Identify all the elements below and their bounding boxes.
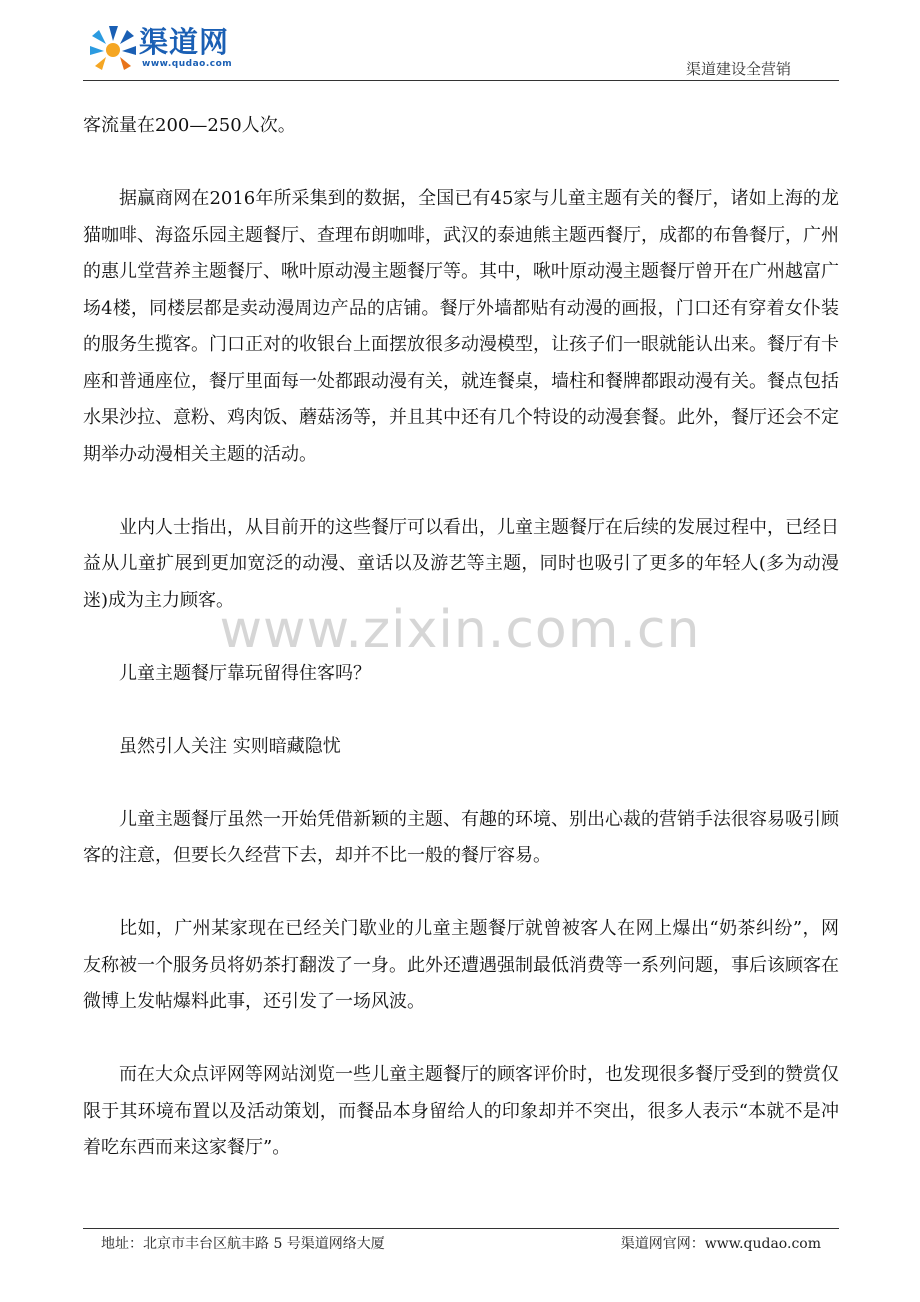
sunburst-logo-icon — [87, 20, 139, 76]
paragraph: 儿童主题餐厅虽然一开始凭借新颖的主题、有趣的环境、别出心裁的营销手法很容易吸引顾客的注意，但要长久经营下去，却并不比一般的餐厅容易。 — [83, 808, 839, 866]
paragraph: 业内人士指出，从目前开的这些餐厅可以看出，儿童主题餐厅在后续的发展过程中，已经日益从儿童扩展到更加宽泛的动漫、童话以及游艺等主题，同时也吸引了更多的年轻人(多为动漫迷)成为主力顾客。 — [83, 516, 839, 611]
section-question: 儿童主题餐厅靠玩留得住客吗？ — [119, 662, 371, 684]
section-subheading: 虽然引人关注 实则暗藏隐忧 — [119, 735, 341, 757]
paragraph: 据赢商网在2016年所采集到的数据，全国已有45家与儿童主题有关的餐厅，诸如上海的龙猫咖啡、海盗乐园主题餐厅、查理布朗咖啡，武汉的泰迪熊主题西餐厅，成都的布鲁餐厅，广州的惠儿堂营养主题餐厅、啾叶原动漫主题餐厅等。其中，啾叶原动漫主题餐厅曾开在广州越富广场4楼，同楼层都是卖动漫周边产品的店铺。餐厅外墙都贴有动漫的画报，门口还有穿着女仆装的服务生揽客。门口正对的收银台上面摆放很多动漫模型，让孩子们一眼就能认出来。餐厅有卡座和普通座位，餐厅里面每一处都跟动漫有关，就连餐桌，墙柱和餐牌都跟动漫有关。餐点包括水果沙拉、意粉、鸡肉饭、蘑菇汤等，并且其中还有几个特设的动漫套餐。此外，餐厅还会不定期举办动漫相关主题的活动。 — [83, 188, 839, 465]
logo-url: www.qudao.com — [142, 59, 233, 69]
footer-address: 地址：北京市丰台区航丰路 5 号渠道网络大厦 — [101, 1236, 385, 1252]
logo-name: 渠道网 — [139, 25, 230, 59]
watermark-text: www.zixin.com.cn — [219, 600, 701, 660]
page-header — [83, 18, 839, 81]
page-footer — [83, 1228, 839, 1269]
header-slogan: 渠道建设全营销 — [685, 60, 791, 78]
document-body — [83, 108, 839, 1203]
paragraph: 而在大众点评网等网站浏览一些儿童主题餐厅的顾客评价时，也发现很多餐厅受到的赞赏仅限于其环境布置以及活动策划，而餐品本身留给人的印象却并不突出，很多人表示“本就不是冲着吃东西而来这家餐厅”。 — [83, 1064, 839, 1158]
paragraph: 比如，广州某家现在已经关门歇业的儿童主题餐厅就曾被客人在网上爆出“奶茶纠纷”，网友称被一个服务员将奶茶打翻泼了一身。此外还遭遇强制最低消费等一系列问题，事后该顾客在微博上发帖爆料此事，还引发了一场风波。 — [83, 918, 839, 1012]
site-logo[interactable] — [87, 20, 287, 76]
footer-website[interactable]: 渠道网官网：www.qudao.com — [620, 1236, 821, 1252]
paragraph-continuation: 客流量在200—250人次。 — [83, 115, 296, 136]
